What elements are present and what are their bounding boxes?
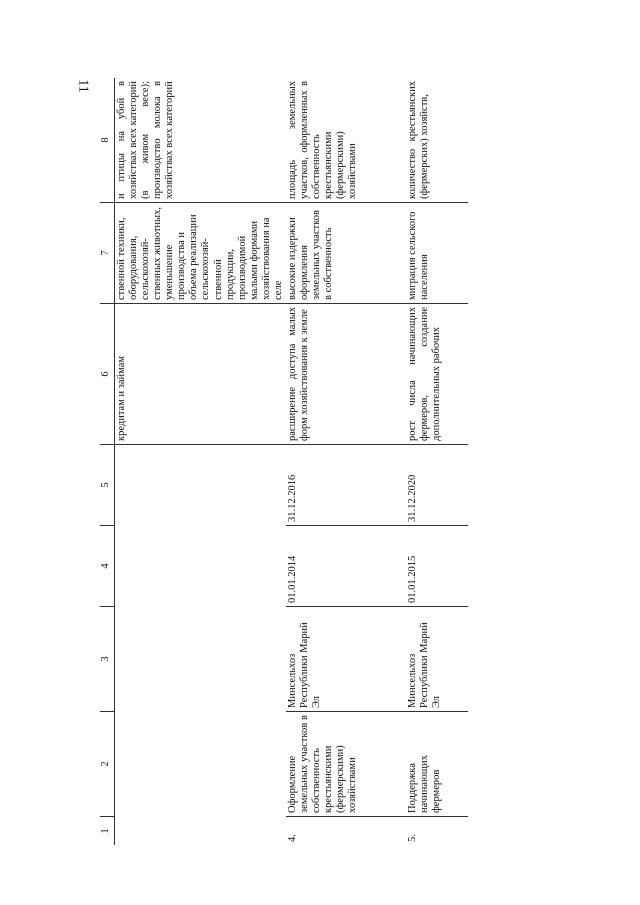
header-row xyxy=(100,78,115,845)
cell-executor: Минсельхоз Республики Марий Эл xyxy=(406,607,468,712)
col-header-4: 4 xyxy=(100,526,115,607)
cell-empty xyxy=(115,445,286,526)
cell-empty xyxy=(115,712,286,817)
table-row-continuation xyxy=(115,78,286,845)
cell-end: 31.12.2016 xyxy=(286,445,406,526)
col-header-7: 7 xyxy=(100,203,115,304)
table-row xyxy=(406,78,468,845)
table-row xyxy=(286,78,406,845)
cell-empty xyxy=(115,607,286,712)
col-header-2: 2 xyxy=(100,712,115,817)
col-header-5: 5 xyxy=(100,445,115,526)
cell-start: 01.01.2015 xyxy=(406,526,468,607)
cell-name: Поддержка начинающих фермеров xyxy=(406,712,468,817)
cell-empty xyxy=(115,817,286,846)
cell-end: 31.12.2020 xyxy=(406,445,468,526)
col-header-3: 3 xyxy=(100,607,115,712)
measures-table xyxy=(100,78,468,845)
cell-name: Оформление земельных участков в собственность крестьянскими (фермерскими) хозяйствами xyxy=(286,712,406,817)
cell-empty xyxy=(115,526,286,607)
cell-start: 01.01.2014 xyxy=(286,526,406,607)
rotated-page xyxy=(100,81,640,845)
cell-consequences: миграция сельского населения xyxy=(406,203,468,304)
page-number: 11 xyxy=(75,79,91,93)
cell-result: расширение доступа малых форм хозяйствования к земле xyxy=(286,304,406,445)
col-header-1: 1 xyxy=(100,817,115,846)
cell-result: рост числа начинающих фермеров, создание дополнительных рабочих xyxy=(406,304,468,445)
cell-result-cont: кредитам и займам xyxy=(115,304,286,445)
cell-consequences-cont: ственной техники, оборудования, сельскохозяй-ственных животных, уменьшение производства и объема реализации сельскохозяй-ственной продукции, производимой малыми формами хозяйствования на селе xyxy=(115,203,286,304)
cell-consequences: высокие издержки оформления земельных участков в собственность xyxy=(286,203,406,304)
col-header-8: 8 xyxy=(100,78,115,203)
cell-num: 5. xyxy=(406,817,468,846)
cell-executor: Минсельхоз Республики Марий Эл xyxy=(286,607,406,712)
cell-indicator-cont: и птицы на убой в хозяйствах всех категорий (в живом весе); производство молока в хозяйствах всех категорий xyxy=(115,78,286,203)
cell-indicator: количество крестьянских (фермерских) хозяйств, xyxy=(406,78,468,203)
col-header-6: 6 xyxy=(100,304,115,445)
cell-indicator: площадь земельных участков, оформленных в собственность крестьянскими (фермерскими) хозяйствами xyxy=(286,78,406,203)
cell-num: 4. xyxy=(286,817,406,846)
